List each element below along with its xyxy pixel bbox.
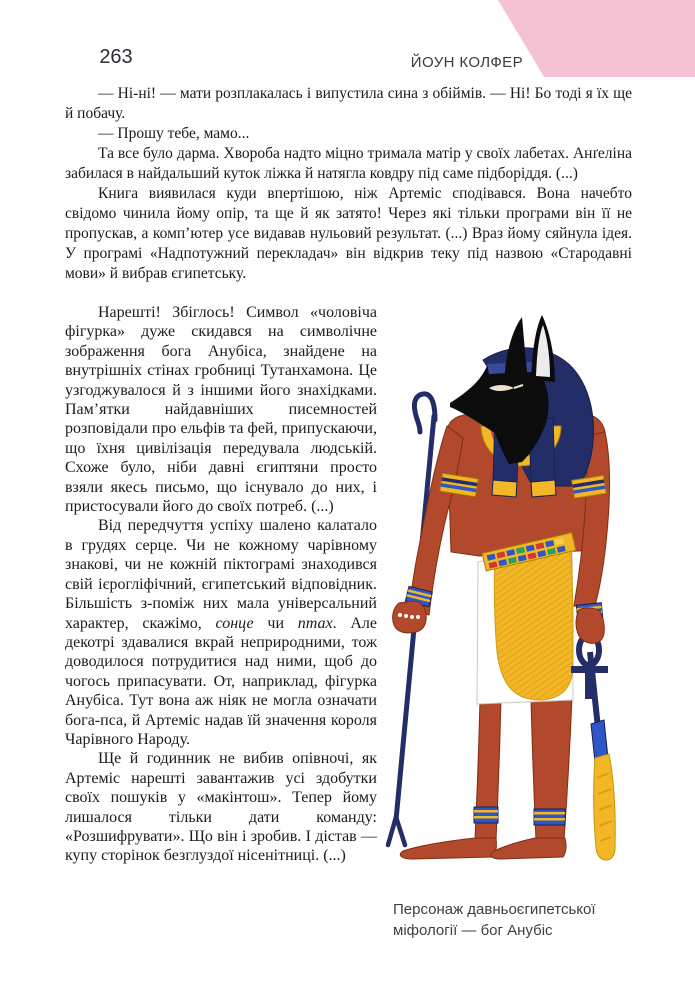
body-text-full (65, 84, 632, 284)
fist-right (393, 601, 427, 633)
paragraph-narration-2: Книга виявилася куди впертішою, ніж Артеміс сподівався. Вона начебто свідомо чинила йому опір, та ще й як затято! Через які тільки програми він її не пропускав, а комп’ютер усе видавав нульовий результат. (...) Враз йому сяйнула ідея. У програмі «Надпотужний перекладач» він відкрив теку під назвою «Стародавні мови» й вибрав єгипетську. (65, 185, 632, 282)
foot-front (491, 838, 566, 859)
figure-caption: Персонаж давньоєгипетської міфології — бог Анубіс (393, 901, 596, 939)
fist-left (576, 608, 604, 643)
ankle-bands (474, 807, 565, 825)
paragraph-dialog-1: — Ні-ні! — мати розплакалась і випустила сина з обіймів. — Ні! Бо тоді я їх ще й побачу. (65, 85, 632, 122)
paragraph-narration-5: Ще й годинник не вибив опівночі, як Артеміс нарешті завантажив усі здобутки своїх пошуків у «макінтош». Тепер йому лишалося тільки дати команду: «Розшифрувати». Що він і зробив. І дістав — купу сторінок безглуздої нісенітниці. (...) (65, 750, 377, 865)
page-number: 263 (99, 46, 133, 68)
page-number-tab (498, 0, 695, 77)
anubis-figure (383, 300, 690, 941)
shendyt-kilt (477, 533, 576, 704)
paragraph-narration-3: Нарешті! Збіглось! Символ «чоловіча фігурка» дуже скидався на символічне зображення бога Анубіса, знайдене на внутрішніх стінах гробниці Тутанхамона. Це узгоджувалося й з іншими його знахідками. Пам’ятки найдавніших писемностей розповідали про ельфів та фей, припускаючи, що їхня цивілізація передувала людській. Схоже було, ніби давні єгиптяни просто взяли якесь письмо, що існувало до них, і пристосували його до своїх потреб. (...) (65, 304, 377, 516)
anubis-illustration (383, 300, 688, 875)
paragraph-narration-4: Від передчуття успіху шалено калатало в грудях серце. Чи не кожному чарівному знакові, чи не кожній піктограмі знаходився свій ієрогліфічний, єгипетський відповідник. Більшість з-поміж них мала універсальний характер, скажімо, сонце чи птах. Але декотрі здавалися вкрай неприродними, тож доводилося потрудитися над ними, щоб до чогось припасувати. От, наприклад, фігурка Анубіса. Тут вона аж ніяк не могла означати бога-пса, й Артеміс надав їй значення короля Чарівного Народу. (65, 517, 378, 748)
paragraph-narration-1: Та все було дарма. Хвороба надто міцно тримала матір у своїх лабетах. Анґеліна забилася в найдальший куток ліжка й натягла ковдру під саме підборіддя. (...) (65, 145, 632, 182)
paragraph-dialog-2: — Прошу тебе, мамо... (98, 125, 250, 142)
body-text-column (65, 303, 377, 866)
running-title: ЙОУН КОЛФЕР (410, 54, 523, 71)
foot-back (400, 838, 496, 859)
flail-icon (590, 652, 615, 860)
